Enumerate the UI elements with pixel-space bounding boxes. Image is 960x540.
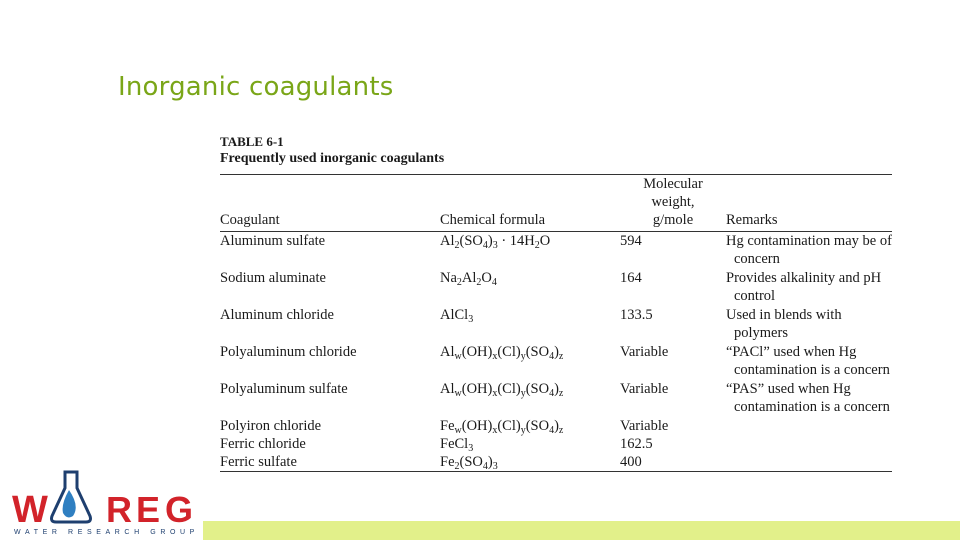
chemical-formula: $Fe_2(SO_4)_3$ [440, 454, 498, 472]
coagulant-name: Polyiron chloride [220, 418, 322, 434]
coagulant-name: Aluminum chloride [220, 307, 334, 323]
table-body [220, 232, 892, 472]
header-mw-line1: Molecular weight, [643, 176, 703, 210]
chemical-formula: AlCl$_3$ [440, 307, 474, 325]
remarks [726, 453, 892, 472]
table-row [220, 435, 892, 453]
coagulant-name: Aluminum sulfate [220, 233, 326, 249]
water-drop-icon [63, 490, 76, 517]
coagulant-table-block [220, 134, 892, 472]
coagulant-name: Polyaluminum sulfate [220, 381, 348, 397]
molecular-weight: Variable [620, 381, 669, 397]
coagulant-name: Ferric chloride [220, 436, 306, 452]
table-header-row [220, 175, 892, 232]
remarks-text: Provides alkalinity and pH control [726, 270, 882, 304]
footer-accent-bar [203, 521, 960, 540]
header-mw-line2: g/mole [652, 212, 694, 228]
header-formula: Chemical formula [440, 212, 546, 228]
logo-tagline: WATER RESEARCH GROUP [14, 529, 199, 536]
wreg-logo [10, 466, 200, 536]
molecular-weight: 133.5 [620, 307, 653, 323]
logo-letter-r: R [106, 489, 132, 530]
remarks [726, 269, 892, 306]
molecular-weight: 594 [620, 233, 642, 249]
molecular-weight: 164 [620, 270, 642, 286]
slide-title: Inorganic coagulants [118, 72, 394, 102]
molecular-weight: 162.5 [620, 436, 653, 452]
molecular-weight: Variable [620, 418, 669, 434]
table-row [220, 269, 892, 306]
chemical-formula: $Fe_w(OH)_x(Cl)_y(SO_4)_z$ [440, 418, 564, 436]
chemical-formula: $Al_2(SO_4)_3 \cdot 14H_2O$ [440, 233, 551, 251]
chemical-formula: $Na_2Al_2O_4$ [440, 270, 497, 288]
remarks [726, 306, 892, 343]
remarks [726, 232, 892, 270]
table-row [220, 343, 892, 380]
remarks [726, 417, 892, 435]
table-row [220, 232, 892, 270]
remarks [726, 380, 892, 417]
coagulant-name: Sodium aluminate [220, 270, 326, 286]
chemical-formula: $Al_w(OH)_x(Cl)_y(SO_4)_z$ [440, 344, 564, 362]
logo-letter-w: W [12, 489, 48, 531]
table-row [220, 417, 892, 435]
logo-letter-e: E [136, 489, 161, 530]
header-molecular-weight [620, 175, 726, 232]
remarks-text: “PAS” used when Hg contamination is a concern [726, 381, 890, 415]
molecular-weight: 400 [620, 454, 642, 470]
header-remarks: Remarks [726, 212, 778, 228]
remarks [726, 435, 892, 453]
table-caption: Frequently used inorganic coagulants [220, 151, 445, 166]
coagulant-name: Ferric sulfate [220, 454, 297, 470]
remarks-text: Hg contamination may be of concern [726, 233, 892, 267]
table-row [220, 306, 892, 343]
logo-letter-g: G [165, 489, 194, 530]
table-number: TABLE 6-1 [220, 134, 284, 149]
molecular-weight: Variable [620, 344, 669, 360]
remarks-text: Used in blends with polymers [726, 307, 842, 341]
chemical-formula: FeCl$_3$ [440, 436, 474, 454]
table-row [220, 453, 892, 472]
coagulant-name: Polyaluminum chloride [220, 344, 357, 360]
chemical-formula: $Al_w(OH)_x(Cl)_y(SO_4)_z$ [440, 381, 564, 399]
header-coagulant: Coagulant [220, 212, 280, 228]
remarks-text: “PACl” used when Hg contamination is a concern [726, 344, 890, 378]
table-row [220, 380, 892, 417]
remarks [726, 343, 892, 380]
coagulant-table [220, 174, 892, 472]
